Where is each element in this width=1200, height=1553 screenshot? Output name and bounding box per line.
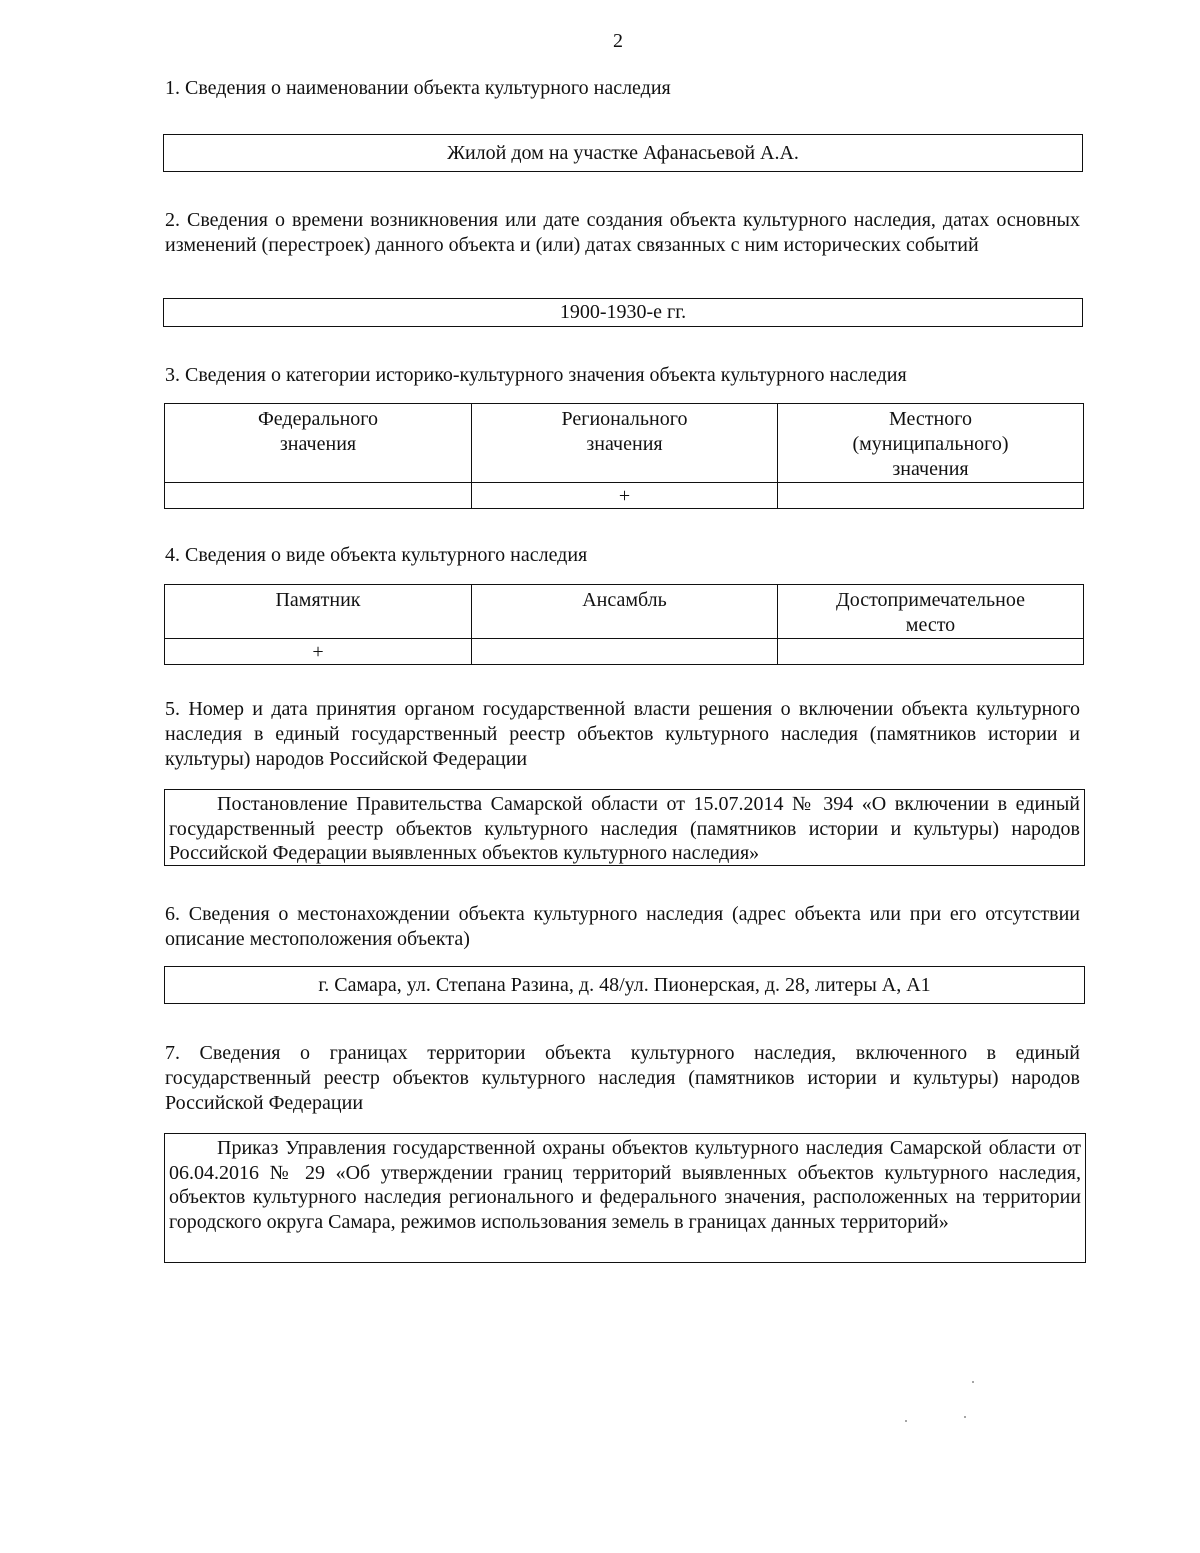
section-4-heading: 4. Сведения о виде объекта культурного наследия <box>165 544 588 566</box>
location-value: г. Самара, ул. Степана Разина, д. 48/ул. Пионерская, д. 28, литеры А, А1 <box>318 973 931 996</box>
section-2-box <box>163 298 1083 327</box>
registry-decision-value: Постановление Правительства Самарской области от 15.07.2014 № 394 «О включении в единый государственный реестр объектов культурного наследия (памятников истории и культуры) народов Российской Федерации выявленных объектов культурного наследия» <box>169 793 1080 864</box>
type-ensemble-header: Ансамбль <box>472 585 778 639</box>
page-number: 2 <box>613 30 623 52</box>
section-6-heading: 6. Сведения о местонахождении объекта культурного наследия (адрес объекта или при его отсутствии описание местоположения объекта) <box>165 903 1080 950</box>
type-table <box>164 584 1084 665</box>
section-2-heading: 2. Сведения о времени возникновения или дате создания объекта культурного наследия, датах основных изменений (перестроек) данного объекта и (или) датах связанных с ним исторических событий <box>165 209 1080 256</box>
category-federal-mark <box>165 483 472 509</box>
category-table <box>164 403 1084 509</box>
section-7-box <box>164 1133 1086 1263</box>
section-1-heading: 1. Сведения о наименовании объекта культурного наследия <box>165 77 671 99</box>
category-regional-mark: + <box>472 483 778 509</box>
section-5-heading: 5. Номер и дата принятия органом государственной власти решения о включении объекта культурного наследия в единый государственный реестр объектов культурного наследия (памятников истории и культуры) народов Российской Федерации <box>165 698 1080 770</box>
creation-date-value: 1900-1930-е гг. <box>559 301 687 323</box>
type-ensemble-mark <box>472 639 778 665</box>
scan-speck <box>905 1420 907 1422</box>
section-6-box <box>164 966 1085 1004</box>
category-local-header: Местного (муниципального) значения <box>778 404 1084 483</box>
category-federal-header: Федерального значения <box>165 404 472 483</box>
section-3-heading: 3. Сведения о категории историко-культурного значения объекта культурного наследия <box>165 364 907 386</box>
type-landmark-mark <box>778 639 1084 665</box>
category-local-mark <box>778 483 1084 509</box>
type-monument-mark: + <box>165 639 472 665</box>
scan-speck <box>972 1381 974 1383</box>
territory-boundaries-value: Приказ Управления государственной охраны объектов культурного наследия Самарской области от 06.04.2016 № 29 «Об утверждении границ территорий выявленных объектов культурного наследия, объектов культурного наследия регионального и федерального значения, расположенных на территории городского округа Самара, режимов использования земель в границах данных территорий» <box>169 1137 1081 1233</box>
section-1-box <box>163 134 1083 172</box>
type-monument-header: Памятник <box>165 585 472 639</box>
object-name-value: Жилой дом на участке Афанасьевой А.А. <box>447 141 799 164</box>
scan-speck <box>964 1416 966 1418</box>
category-regional-header: Регионального значения <box>472 404 778 483</box>
section-5-box <box>164 789 1085 866</box>
section-7-heading: 7. Сведения о границах территории объекта культурного наследия, включенного в единый государственный реестр объектов культурного наследия (памятников истории и культуры) народов Российской Федерации <box>165 1042 1080 1114</box>
type-landmark-header: Достопримечательное место <box>778 585 1084 639</box>
